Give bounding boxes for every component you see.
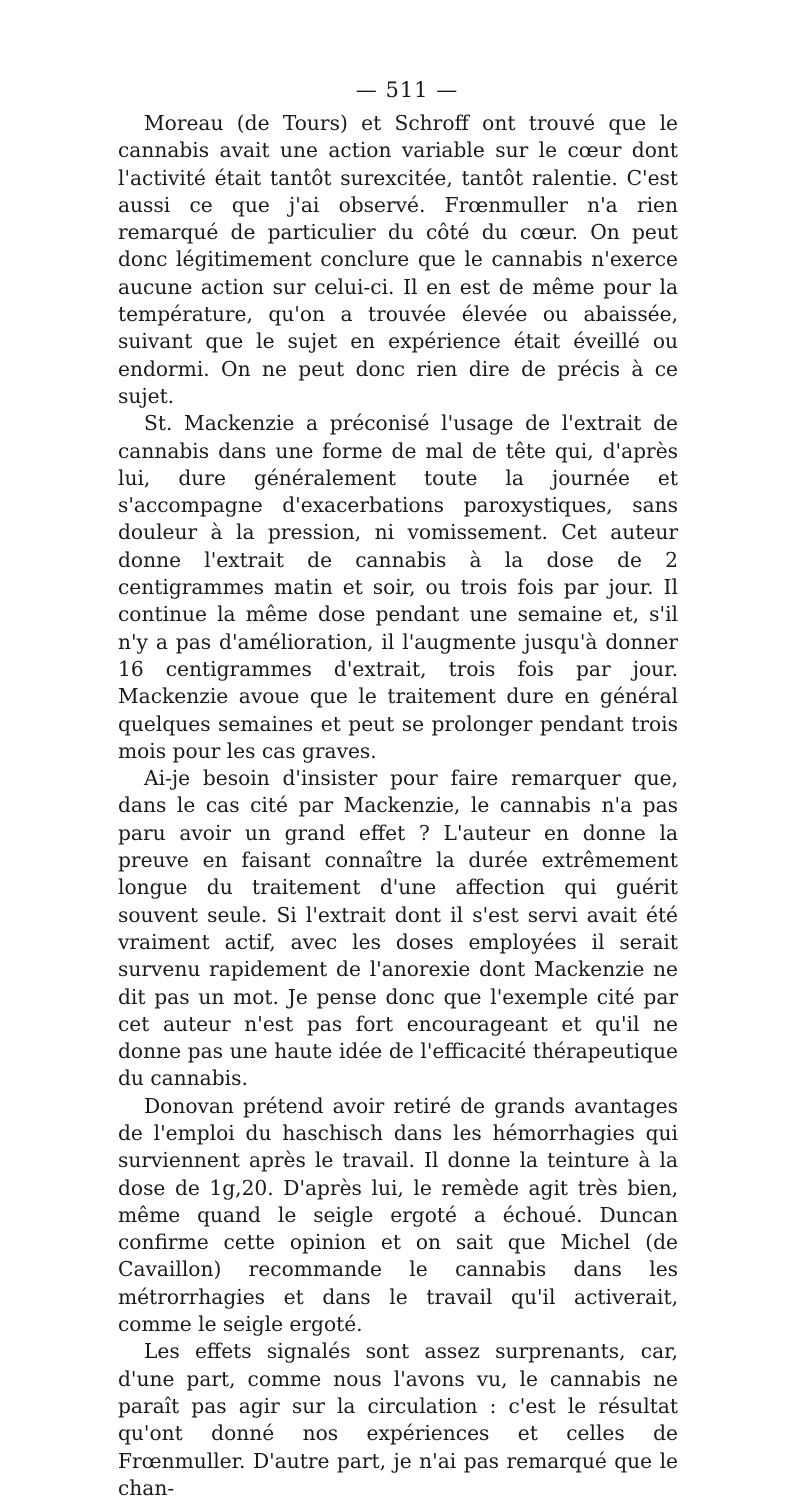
paragraph-2: St. Mackenzie a préconisé l'usage de l'extrait de cannabis dans une forme de mal de tête qui, d'après lui, dure généralement toute la journée et s'accompagne d'exacerbations paroxystiques, sans douleur à la pression, ni vomissement. Cet auteur donne l'extrait de cannabis à la dose de 2 centigrammes matin et soir, ou trois fois par jour. Il continue la même dose pendant une semaine et, s'il n'y a pas d'amélioration, il l'augmente jusqu'à donner 16 centigrammes d'extrait, trois fois par jour. Mackenzie avoue que le traitement dure en général quelques semaines et peut se prolonger pendant trois mois pour les cas graves. xyxy=(118,411,678,763)
paragraph-3: Ai-je besoin d'insister pour faire remarquer que, dans le cas cité par Mackenzie, le cannabis n'a pas paru avoir un grand effet ? L'auteur en donne la preuve en faisant connaître la durée extrêmement longue du traitement d'une affection qui guérit souvent seule. Si l'extrait dont il s'est servi avait été vraiment actif, avec les doses employées il serait survenu rapidement de l'anorexie dont Mackenzie ne dit pas un mot. Je pense donc que l'exemple cité par cet auteur n'est pas fort encourageant et qu'il ne donne pas une haute idée de l'efficacité thérapeutique du cannabis. xyxy=(118,766,678,1091)
page-number: — 511 — xyxy=(355,78,459,102)
paragraph-4: Donovan prétend avoir retiré de grands avantages de l'emploi du haschisch dans les hémorrhagies qui surviennent après le travail. Il donne la teinture à la dose de 1g,20. D'après lui, le remède agit très bien, même quand le seigle ergoté a échoué. Duncan confirme cette opinion et on sait que Michel (de Cavaillon) recommande le cannabis dans les métrorrhagies et dans le travail qu'il activerait, comme le seigle ergoté. xyxy=(118,1093,678,1337)
paragraph-5: Les effets signalés sont assez surprenants, car, d'une part, comme nous l'avons vu, le cannabis ne paraît pas agir sur la circulation : c'est le résultat qu'ont donné nos expériences et celles de Frœnmuller. D'autre part, je n'ai pas remarqué que le chan- xyxy=(118,1339,678,1500)
paragraph-1: Moreau (de Tours) et Schroff ont trouvé que le cannabis avait une action variable sur le cœur dont l'activité était tantôt surexcitée, tantôt ralentie. C'est aussi ce que j'ai observé. Frœnmuller n'a rien remarqué de particulier du côté du cœur. On peut donc légitimement conclure que le cannabis n'exerce aucune action sur celui-ci. Il en est de même pour la température, qu'on a trouvée élevée ou abaissée, suivant que le sujet en expérience était éveillé ou endormi. On ne peut donc rien dire de précis à ce sujet. xyxy=(118,111,678,408)
book-page xyxy=(118,78,678,1502)
